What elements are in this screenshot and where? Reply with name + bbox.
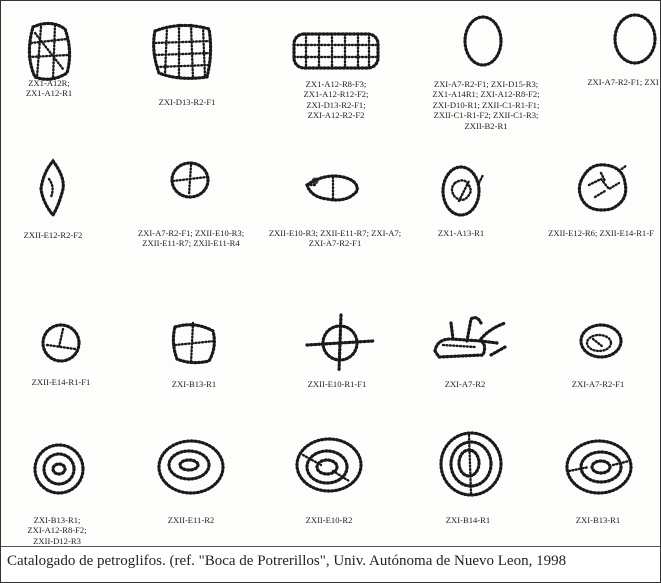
caption-r3-g2: ZXI-B13-R1 [171, 379, 217, 389]
petroglyph-marked-circle [39, 321, 83, 365]
petroglyph-quartered-shape [169, 319, 219, 367]
petroglyph-grid-oval-1 [23, 21, 75, 83]
caption-r2-g2: ZXI-A7-R2-F1; ZXII-E10-R3; ZXII-E11-R7; ZXII-E11-R4 [137, 228, 245, 249]
caption-r1-g4: ZXI-A7-R2-F1; ZXI-D15-R3; ZX1-A14R1; ZXI-A12-R8-F2; ZXI-D10-R1; ZXII-C1-R1-F1; ZXII-C1-R1-F2; ZXII-C1-R3; ZXII-B2-R1 [432, 79, 540, 131]
petroglyph-cracked-circle [575, 161, 631, 213]
petroglyph-spindle [37, 159, 69, 217]
petroglyph-split-circle [169, 159, 211, 201]
caption-r3-g5: ZXI-A7-R2-F1 [571, 379, 625, 389]
petroglyph-concentric-ovals [155, 437, 227, 497]
caption-r4-g2: ZXII-E11-R2 [167, 515, 215, 525]
petroglyph-eye [303, 171, 361, 205]
petroglyph-animal-figure [431, 311, 511, 363]
caption-r3-g1: ZXII-E14-R1-F1 [31, 377, 91, 387]
petroglyph-grid-blob [151, 23, 215, 81]
caption-r3-g3: ZXII-E10-R1-F1 [307, 379, 367, 389]
petroglyph-oval-with-leaf [439, 161, 487, 219]
petroglyph-target-circles [437, 429, 505, 499]
caption-r2-g1: ZXII-E12-R2-F2 [23, 230, 83, 240]
petroglyph-grid-rectangle [291, 31, 381, 71]
caption-r1-g5: ZXI-A7-R2-F1; ZXI [587, 77, 659, 87]
caption-r2-g3: ZXII-E10-R3; ZXII-E11-R7; ZXI-A7; ZXI-A7-R2-F1 [268, 228, 402, 249]
caption-r4-g5: ZXI-B13-R1 [575, 515, 621, 525]
figure-caption: Catalogado de petroglifos. (ref. "Boca de Potrerillos", Univ. Autónoma de Nuevo Leon, 1998 [7, 553, 567, 569]
petroglyph-plate [1, 1, 660, 546]
caption-r2-g4: ZX1-A13-R1 [437, 228, 485, 238]
caption-r1-g3: ZX1-A12-R8-F3; ZX1-A12-R12-F2; ZXI-D13-R2-F1; ZXI-A12-R2-F2 [303, 79, 369, 121]
petroglyph-concentric-circles [31, 441, 87, 497]
caption-r3-g4: ZXI-A7-R2 [444, 379, 486, 389]
petroglyph-crosshair [305, 313, 375, 373]
petroglyph-spiral-circles [293, 435, 365, 495]
caption-r1-g1: ZX1-A12R; ZX1-A12-R1 [25, 78, 73, 99]
petroglyph-ring [461, 13, 505, 69]
caption-r4-g3: ZXII-E10-R2 [305, 515, 353, 525]
caption-r1-g2: ZXI-D13-R2-F1 [158, 97, 216, 107]
caption-r4-g4: ZXI-B14-R1 [445, 515, 491, 525]
caption-r2-g5: ZXII-E12-R6; ZXII-E14-R1-F [548, 228, 654, 238]
caption-r4-g1: ZXI-B13-R1; ZXI-A12-R8-F2; ZXII-D12-R3 [27, 515, 87, 546]
caption-divider [1, 546, 660, 547]
petroglyph-dotted-oval [577, 321, 625, 361]
petroglyph-eye-circles [563, 437, 635, 497]
petroglyph-ring-2 [611, 11, 659, 67]
